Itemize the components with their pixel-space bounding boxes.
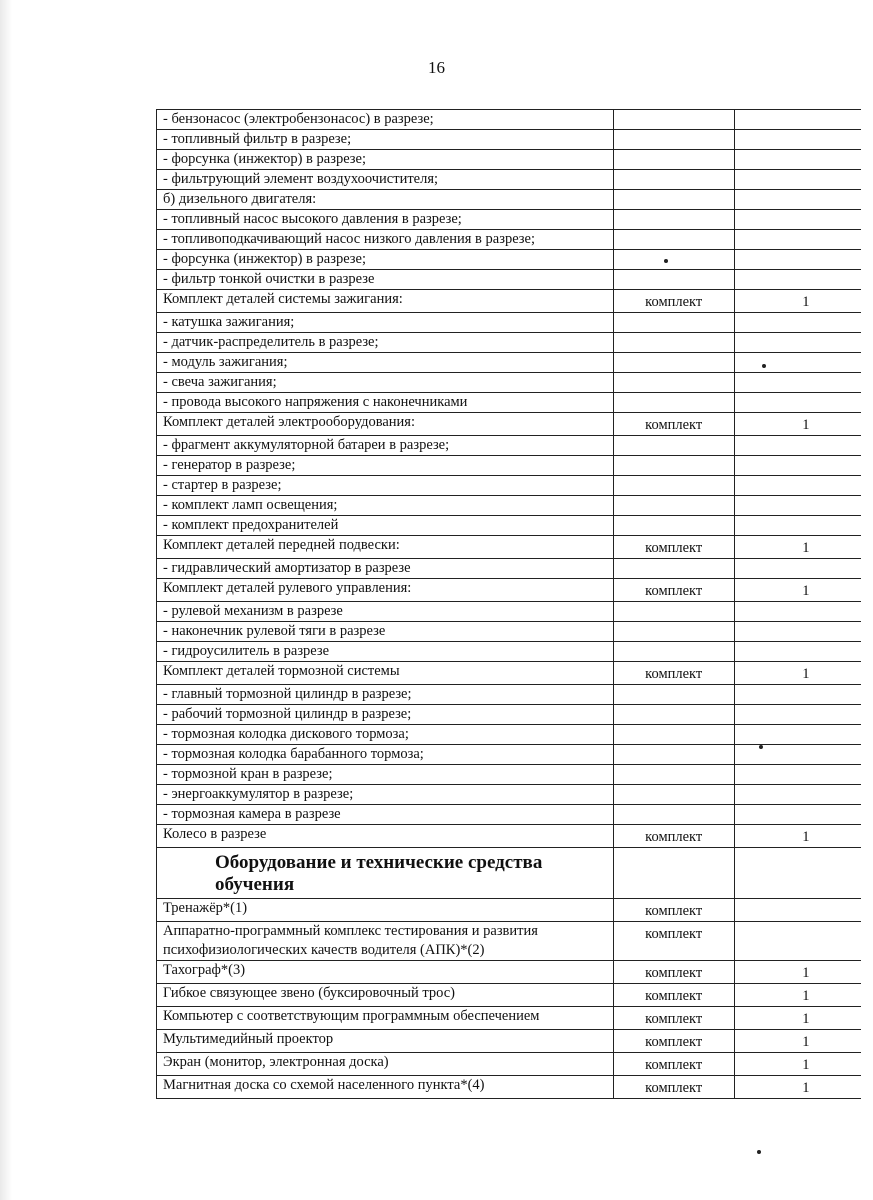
item-unit (613, 190, 734, 210)
table-row (157, 496, 862, 516)
item-name (157, 685, 614, 705)
table-row (157, 1076, 862, 1099)
item-name (157, 805, 614, 825)
item-quantity (734, 456, 861, 476)
table-row (157, 353, 862, 373)
item-name (157, 150, 614, 170)
table-row (157, 270, 862, 290)
item-name (157, 210, 614, 230)
item-name (157, 662, 614, 685)
item-unit (613, 250, 734, 270)
item-name-text: - комплект предохранителей (163, 517, 339, 533)
item-quantity (734, 333, 861, 353)
item-name-text: - свеча зажигания; (163, 374, 277, 390)
item-quantity (734, 353, 861, 373)
item-name-text: Комплект деталей рулевого управления: (163, 580, 412, 596)
item-name (157, 516, 614, 536)
table-row (157, 725, 862, 745)
item-name-text: - фильтр тонкой очистки в разрезе (163, 271, 375, 287)
item-unit (613, 313, 734, 333)
item-quantity-text: 1 (802, 540, 810, 556)
table-row (157, 313, 862, 333)
item-name-text: - модуль зажигания; (163, 354, 288, 370)
item-quantity (734, 825, 861, 848)
item-quantity (734, 805, 861, 825)
item-name-text: - рулевой механизм в разрезе (163, 603, 343, 619)
scan-speck (762, 364, 766, 368)
item-name (157, 705, 614, 725)
table-row (157, 290, 862, 313)
item-name-text: - топливный насос высокого давления в разрезе; (163, 211, 462, 227)
item-unit (613, 765, 734, 785)
item-unit (613, 170, 734, 190)
item-quantity (734, 922, 861, 961)
item-unit (613, 1007, 734, 1030)
item-quantity-text: 1 (802, 666, 810, 682)
table-row (157, 622, 862, 642)
item-quantity (734, 899, 861, 922)
item-name-text: Комплект деталей электрооборудования: (163, 414, 416, 430)
item-name-text: Колесо в разрезе (163, 826, 267, 842)
item-unit (613, 516, 734, 536)
table-row (157, 922, 862, 961)
item-name (157, 725, 614, 745)
table-row (157, 961, 862, 984)
item-unit (613, 825, 734, 848)
item-name-text: - генератор в разрезе; (163, 457, 296, 473)
scan-speck (664, 259, 668, 263)
table-row (157, 373, 862, 393)
item-quantity-text: 1 (802, 1057, 810, 1073)
table-row (157, 745, 862, 765)
item-quantity (734, 785, 861, 805)
item-name (157, 922, 614, 961)
item-unit-text: комплект (645, 1080, 703, 1096)
item-name-text: - бензонасос (электробензонасос) в разрезе; (163, 111, 434, 127)
table-row (157, 1053, 862, 1076)
item-name (157, 559, 614, 579)
item-quantity (734, 1076, 861, 1099)
item-unit-text: комплект (645, 540, 703, 556)
item-unit (613, 899, 734, 922)
item-name-text: - стартер в разрезе; (163, 477, 282, 493)
section-heading-body (157, 848, 862, 899)
item-name-text: - фрагмент аккумуляторной батареи в разрезе; (163, 437, 450, 453)
item-name-text: - энергоаккумулятор в разрезе; (163, 786, 354, 802)
table-row (157, 393, 862, 413)
table-row (157, 825, 862, 848)
item-quantity (734, 230, 861, 250)
item-unit (613, 333, 734, 353)
item-name-text: - рабочий тормозной цилиндр в разрезе; (163, 706, 412, 722)
section-heading-qty-cell (734, 848, 861, 899)
equipment-table-body (157, 110, 862, 848)
item-quantity (734, 642, 861, 662)
item-name-text: - датчик-распределитель в разрезе; (163, 334, 379, 350)
item-unit (613, 290, 734, 313)
item-name (157, 250, 614, 270)
item-name-text: - наконечник рулевой тяги в разрезе (163, 623, 386, 639)
item-name-text: - тормозная колодка дискового тормоза; (163, 726, 409, 742)
item-unit (613, 353, 734, 373)
section-heading-row (157, 848, 862, 899)
item-unit (613, 1053, 734, 1076)
item-quantity (734, 516, 861, 536)
table-row (157, 413, 862, 436)
item-quantity (734, 685, 861, 705)
item-name (157, 961, 614, 984)
item-unit (613, 745, 734, 765)
item-name (157, 456, 614, 476)
item-name-text: Комплект деталей системы зажигания: (163, 291, 403, 307)
table-row (157, 516, 862, 536)
section-heading: Оборудование и технические средства обучения (157, 848, 614, 899)
item-unit-text: комплект (645, 666, 703, 682)
item-name-text: - тормозная колодка барабанного тормоза; (163, 746, 424, 762)
item-name-text: Компьютер с соответствующим программным обеспечением (163, 1008, 540, 1024)
table-row (157, 130, 862, 150)
scan-speck (759, 745, 763, 749)
table-row (157, 230, 862, 250)
item-quantity-text: 1 (802, 965, 810, 981)
table-row (157, 170, 862, 190)
item-unit (613, 662, 734, 685)
item-unit (613, 110, 734, 130)
item-unit (613, 536, 734, 559)
item-name (157, 353, 614, 373)
item-name-text: - комплект ламп освещения; (163, 497, 338, 513)
table-row (157, 1030, 862, 1053)
item-unit (613, 210, 734, 230)
item-name (157, 270, 614, 290)
item-unit (613, 1076, 734, 1099)
item-name-text: Экран (монитор, электронная доска) (163, 1054, 389, 1070)
item-unit (613, 496, 734, 516)
item-name-text: Аппаратно-программный комплекс тестирования и развития психофизиологических качеств водителя (АПК)*(2) (163, 923, 538, 958)
item-name (157, 622, 614, 642)
item-unit-text: комплект (645, 1034, 703, 1050)
item-name (157, 333, 614, 353)
item-quantity-text: 1 (802, 1034, 810, 1050)
item-name-text: Тренажёр*(1) (163, 900, 248, 916)
item-quantity-text: 1 (802, 1011, 810, 1027)
item-name-text: - гидравлический амортизатор в разрезе (163, 560, 411, 576)
item-quantity (734, 270, 861, 290)
item-quantity (734, 984, 861, 1007)
scan-edge-shadow (0, 0, 12, 1200)
item-quantity-text: 1 (802, 829, 810, 845)
item-name (157, 642, 614, 662)
item-quantity (734, 393, 861, 413)
table-row (157, 984, 862, 1007)
item-unit-text: комплект (645, 829, 703, 845)
table-row (157, 1007, 862, 1030)
item-unit-text: комплект (645, 926, 703, 942)
item-unit (613, 602, 734, 622)
item-unit (613, 436, 734, 456)
item-unit (613, 984, 734, 1007)
table-row (157, 536, 862, 559)
table-row (157, 110, 862, 130)
table-row (157, 250, 862, 270)
item-unit-text: комплект (645, 1011, 703, 1027)
item-name (157, 899, 614, 922)
item-name (157, 984, 614, 1007)
section-heading-unit-cell (613, 848, 734, 899)
item-name (157, 1076, 614, 1099)
item-unit (613, 785, 734, 805)
item-quantity (734, 210, 861, 230)
item-unit (613, 270, 734, 290)
item-quantity (734, 765, 861, 785)
item-name (157, 1053, 614, 1076)
table-row (157, 559, 862, 579)
item-name (157, 373, 614, 393)
item-unit (613, 150, 734, 170)
item-unit (613, 373, 734, 393)
table-row (157, 805, 862, 825)
item-name (157, 602, 614, 622)
item-quantity (734, 496, 861, 516)
item-quantity (734, 622, 861, 642)
table-row (157, 642, 862, 662)
item-unit (613, 393, 734, 413)
item-quantity (734, 476, 861, 496)
table-row (157, 210, 862, 230)
item-quantity (734, 1053, 861, 1076)
item-name (157, 1030, 614, 1053)
item-name-text: - катушка зажигания; (163, 314, 295, 330)
item-name-text: Гибкое связующее звено (буксировочный трос) (163, 985, 455, 1001)
item-quantity (734, 373, 861, 393)
item-unit (613, 559, 734, 579)
item-quantity (734, 602, 861, 622)
table-row (157, 765, 862, 785)
item-unit-text: комплект (645, 903, 703, 919)
table-row (157, 705, 862, 725)
table-row (157, 333, 862, 353)
item-name (157, 393, 614, 413)
item-quantity-text: 1 (802, 583, 810, 599)
item-name-text: Мультимедийный проектор (163, 1031, 334, 1047)
item-name-text: Комплект деталей тормозной системы (163, 663, 400, 679)
item-name-text: Магнитная доска со схемой населенного пункта*(4) (163, 1077, 485, 1093)
item-unit-text: комплект (645, 965, 703, 981)
item-quantity (734, 130, 861, 150)
item-name-text: - форсунка (инжектор) в разрезе; (163, 151, 366, 167)
table-row (157, 190, 862, 210)
item-quantity (734, 705, 861, 725)
item-quantity (734, 662, 861, 685)
table-row (157, 785, 862, 805)
item-quantity (734, 170, 861, 190)
item-name (157, 313, 614, 333)
item-name (157, 110, 614, 130)
item-unit (613, 1030, 734, 1053)
training-equipment-body (157, 899, 862, 1099)
item-quantity-text: 1 (802, 1080, 810, 1096)
item-unit (613, 476, 734, 496)
item-name (157, 436, 614, 456)
item-unit-text: комплект (645, 417, 703, 433)
table-row (157, 899, 862, 922)
item-name-text: - топливоподкачивающий насос низкого давления в разрезе; (163, 231, 536, 247)
item-quantity (734, 725, 861, 745)
item-name (157, 476, 614, 496)
item-unit (613, 413, 734, 436)
item-unit (613, 230, 734, 250)
item-unit (613, 130, 734, 150)
equipment-table (156, 109, 861, 1099)
item-name (157, 290, 614, 313)
item-name-text: б) дизельного двигателя: (163, 191, 317, 207)
item-name (157, 765, 614, 785)
item-unit-text: комплект (645, 1057, 703, 1073)
table-row (157, 436, 862, 456)
table-row (157, 150, 862, 170)
item-name (157, 745, 614, 765)
item-unit (613, 579, 734, 602)
item-quantity (734, 436, 861, 456)
item-name (157, 785, 614, 805)
scan-speck (757, 1150, 761, 1154)
item-unit (613, 456, 734, 476)
item-unit (613, 705, 734, 725)
item-quantity (734, 1007, 861, 1030)
item-unit (613, 922, 734, 961)
item-quantity (734, 1030, 861, 1053)
item-name-text: - топливный фильтр в разрезе; (163, 131, 352, 147)
item-name (157, 1007, 614, 1030)
item-name-text: Комплект деталей передней подвески: (163, 537, 400, 553)
item-quantity (734, 313, 861, 333)
item-name-text: - форсунка (инжектор) в разрезе; (163, 251, 366, 267)
item-name (157, 230, 614, 250)
item-unit (613, 805, 734, 825)
table-row (157, 602, 862, 622)
item-quantity (734, 536, 861, 559)
item-name-text: - провода высокого напряжения с наконечниками (163, 394, 468, 410)
item-quantity (734, 250, 861, 270)
item-quantity (734, 150, 861, 170)
item-name-text: - фильтрующий элемент воздухоочистителя; (163, 171, 439, 187)
item-name (157, 496, 614, 516)
item-name (157, 190, 614, 210)
item-quantity (734, 961, 861, 984)
item-quantity (734, 745, 861, 765)
item-unit-text: комплект (645, 294, 703, 310)
item-name (157, 825, 614, 848)
item-name (157, 413, 614, 436)
item-quantity (734, 110, 861, 130)
page-number: 16 (428, 58, 445, 77)
item-unit (613, 961, 734, 984)
table-row (157, 579, 862, 602)
item-unit (613, 685, 734, 705)
item-name (157, 579, 614, 602)
item-quantity (734, 190, 861, 210)
item-unit (613, 622, 734, 642)
table-row (157, 456, 862, 476)
table-row (157, 476, 862, 496)
item-unit (613, 642, 734, 662)
item-unit (613, 725, 734, 745)
item-quantity-text: 1 (802, 294, 810, 310)
item-name-text: - тормозная камера в разрезе (163, 806, 341, 822)
item-quantity-text: 1 (802, 988, 810, 1004)
item-name (157, 170, 614, 190)
item-name (157, 130, 614, 150)
item-name-text: - главный тормозной цилиндр в разрезе; (163, 686, 412, 702)
item-quantity-text: 1 (802, 417, 810, 433)
item-quantity (734, 579, 861, 602)
item-unit-text: комплект (645, 988, 703, 1004)
item-quantity (734, 290, 861, 313)
item-name-text: Тахограф*(3) (163, 962, 246, 978)
table-row (157, 685, 862, 705)
item-name-text: - гидроусилитель в разрезе (163, 643, 330, 659)
item-name-text: - тормозной кран в разрезе; (163, 766, 333, 782)
item-unit-text: комплект (645, 583, 703, 599)
table-row (157, 662, 862, 685)
item-name (157, 536, 614, 559)
item-quantity (734, 413, 861, 436)
item-quantity (734, 559, 861, 579)
